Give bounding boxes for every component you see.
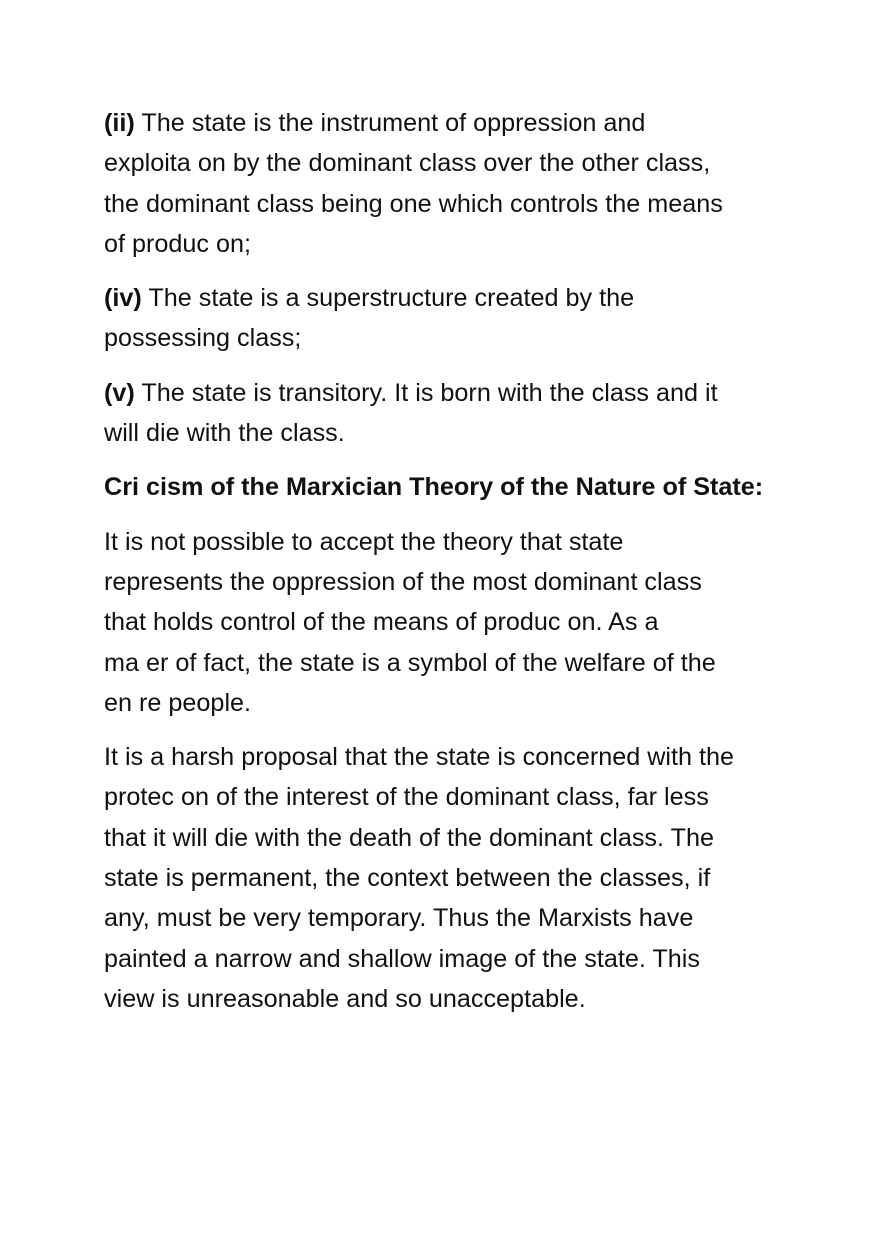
text-line: state is permanent, the context between the classes, if — [104, 864, 711, 893]
text-line: (ii) The state is the instrument of oppression and — [104, 109, 646, 137]
text-line: (v) The state is transitory. It is born with the class and it — [104, 378, 718, 407]
point-v — [104, 373, 794, 454]
section-heading: Cri cism of the Marxician Theory of the Nature of State: — [104, 473, 764, 502]
paragraph-criticism-2 — [104, 737, 794, 1019]
text-line: the dominant class being one which controls the means — [104, 189, 723, 218]
text-line: (iv) The state is a superstructure created by the — [104, 284, 635, 313]
point-ii — [104, 103, 794, 264]
text-line: en re people. — [104, 688, 252, 717]
point-marker: (v) — [104, 378, 135, 407]
text-line: will die with the class. — [104, 419, 345, 448]
point-iv — [104, 278, 794, 359]
text-line: represents the oppression of the most dominant class — [104, 567, 702, 596]
text-line: It is not possible to accept the theory that state — [104, 527, 624, 556]
paragraph-criticism-1 — [104, 522, 794, 723]
text-line: It is a harsh proposal that the state is concerned with the — [104, 743, 735, 772]
text-line: ma er of fact, the state is a symbol of the welfare of the — [104, 648, 716, 677]
point-marker: (iv) — [104, 284, 142, 313]
text-line: any, must be very temporary. Thus the Marxists have — [104, 904, 694, 933]
text-line: that holds control of the means of produc on. As a — [104, 608, 659, 637]
text-line: of produc on; — [104, 229, 252, 258]
text-line: protec on of the interest of the dominant class, far less — [104, 783, 709, 812]
document-page — [104, 103, 794, 1019]
text-line: exploita on by the dominant class over the other class, — [104, 149, 711, 178]
point-marker: (ii) — [104, 109, 135, 137]
text-line: that it will die with the death of the dominant class. The — [104, 823, 714, 852]
text-line: painted a narrow and shallow image of the state. This — [104, 944, 700, 973]
text-line: possessing class; — [104, 324, 302, 353]
text-line: view is unreasonable and so unacceptable. — [104, 984, 586, 1013]
